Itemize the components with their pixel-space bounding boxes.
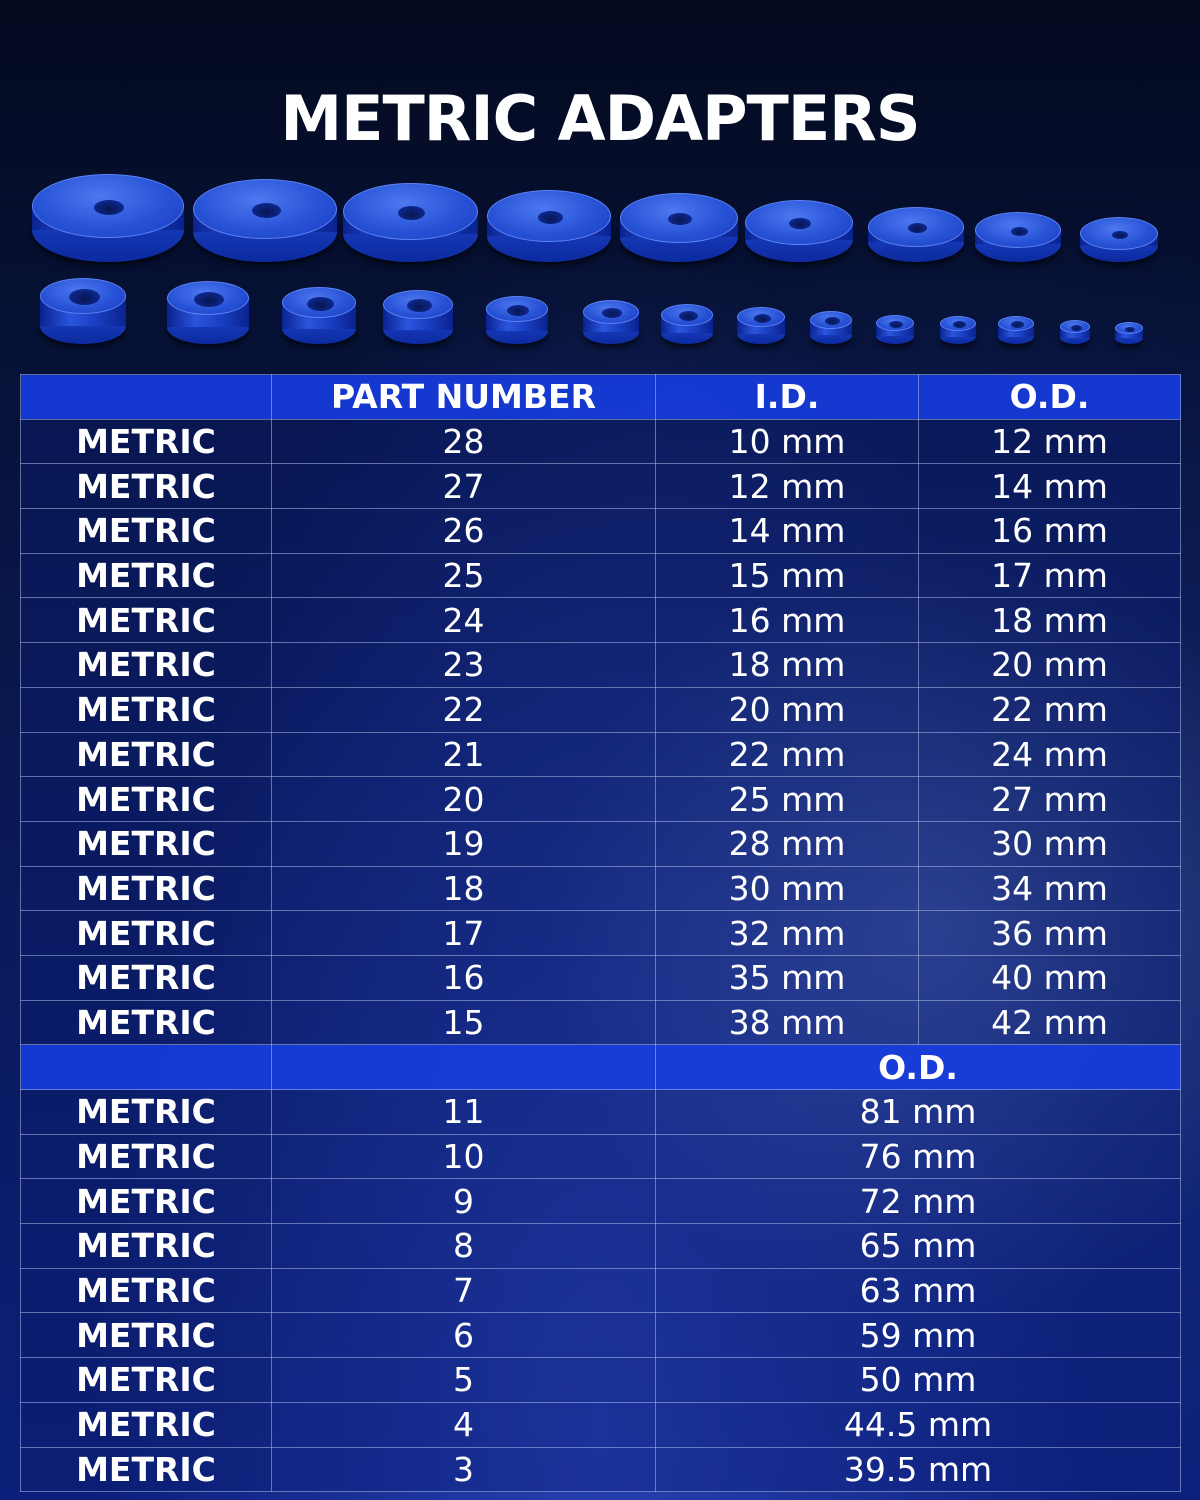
cell-part-number: 23 <box>272 643 656 688</box>
cell-part-number: 4 <box>272 1402 656 1447</box>
cell-id: 22 mm <box>656 732 919 777</box>
cell-part-number: 19 <box>272 821 656 866</box>
cell-id: 28 mm <box>656 821 919 866</box>
cell-id: 20 mm <box>656 687 919 732</box>
cell-od: 24 mm <box>919 732 1181 777</box>
subheader-od: O.D. <box>656 1045 1181 1090</box>
cell-part-number: 27 <box>272 464 656 509</box>
cell-id: 18 mm <box>656 643 919 688</box>
table-row <box>21 955 1181 1000</box>
cell-od: 12 mm <box>919 419 1181 464</box>
cell-type: METRIC <box>21 643 272 688</box>
cell-od: 39.5 mm <box>656 1447 1181 1492</box>
cell-od: 36 mm <box>919 911 1181 956</box>
header-part-number: PART NUMBER <box>272 375 656 420</box>
cell-type: METRIC <box>21 419 272 464</box>
cell-od: 14 mm <box>919 464 1181 509</box>
adapter-puck <box>745 200 853 262</box>
adapter-puck <box>383 290 453 344</box>
cell-part-number: 15 <box>272 1000 656 1045</box>
cell-id: 10 mm <box>656 419 919 464</box>
cell-part-number: 7 <box>272 1268 656 1313</box>
cell-part-number: 11 <box>272 1090 656 1135</box>
adapter-puck <box>998 316 1034 344</box>
cell-od: 76 mm <box>656 1134 1181 1179</box>
table-row <box>21 598 1181 643</box>
cell-type: METRIC <box>21 1134 272 1179</box>
cell-id: 38 mm <box>656 1000 919 1045</box>
table-row <box>21 1402 1181 1447</box>
adapter-puck <box>737 307 785 344</box>
cell-part-number: 9 <box>272 1179 656 1224</box>
cell-id: 25 mm <box>656 777 919 822</box>
adapter-puck <box>282 287 356 344</box>
cell-id: 15 mm <box>656 553 919 598</box>
cell-type: METRIC <box>21 1268 272 1313</box>
adapter-puck <box>487 190 611 262</box>
table-row <box>21 419 1181 464</box>
cell-part-number: 3 <box>272 1447 656 1492</box>
cell-part-number: 22 <box>272 687 656 732</box>
cell-part-number: 17 <box>272 911 656 956</box>
cell-od: 20 mm <box>919 643 1181 688</box>
cell-od: 34 mm <box>919 866 1181 911</box>
cell-type: METRIC <box>21 1402 272 1447</box>
cell-type: METRIC <box>21 1000 272 1045</box>
table-row <box>21 1358 1181 1403</box>
adapter-puck <box>868 207 964 262</box>
cell-od: 50 mm <box>656 1358 1181 1403</box>
cell-od: 40 mm <box>919 955 1181 1000</box>
cell-part-number: 20 <box>272 777 656 822</box>
cell-type: METRIC <box>21 553 272 598</box>
cell-type: METRIC <box>21 911 272 956</box>
header-empty <box>21 375 272 420</box>
cell-id: 35 mm <box>656 955 919 1000</box>
cell-type: METRIC <box>21 866 272 911</box>
cell-od: 72 mm <box>656 1179 1181 1224</box>
table-row <box>21 821 1181 866</box>
adapter-size-table <box>20 374 1180 1489</box>
subheader-empty-2 <box>272 1045 656 1090</box>
cell-id: 12 mm <box>656 464 919 509</box>
table-row <box>21 1224 1181 1269</box>
table-row <box>21 732 1181 777</box>
page-title: METRIC ADAPTERS <box>280 82 920 155</box>
adapters-product-image <box>0 170 1200 370</box>
cell-type: METRIC <box>21 955 272 1000</box>
cell-od: 30 mm <box>919 821 1181 866</box>
cell-type: METRIC <box>21 821 272 866</box>
adapter-puck <box>810 311 852 344</box>
cell-od: 18 mm <box>919 598 1181 643</box>
cell-type: METRIC <box>21 777 272 822</box>
table-row <box>21 911 1181 956</box>
cell-part-number: 26 <box>272 509 656 554</box>
cell-od: 27 mm <box>919 777 1181 822</box>
table-row <box>21 1447 1181 1492</box>
table-row <box>21 553 1181 598</box>
cell-od: 63 mm <box>656 1268 1181 1313</box>
table-row <box>21 866 1181 911</box>
cell-od: 42 mm <box>919 1000 1181 1045</box>
cell-part-number: 25 <box>272 553 656 598</box>
cell-part-number: 21 <box>272 732 656 777</box>
cell-id: 30 mm <box>656 866 919 911</box>
table-row <box>21 687 1181 732</box>
adapter-puck <box>940 316 976 344</box>
cell-od: 59 mm <box>656 1313 1181 1358</box>
cell-od: 44.5 mm <box>656 1402 1181 1447</box>
header-id: I.D. <box>656 375 919 420</box>
adapter-puck <box>193 179 337 262</box>
cell-type: METRIC <box>21 598 272 643</box>
cell-type: METRIC <box>21 1090 272 1135</box>
cell-id: 16 mm <box>656 598 919 643</box>
cell-type: METRIC <box>21 464 272 509</box>
adapter-puck <box>583 300 639 344</box>
table-row <box>21 777 1181 822</box>
adapter-puck <box>1115 322 1143 344</box>
cell-od: 16 mm <box>919 509 1181 554</box>
table-row <box>21 464 1181 509</box>
cell-id: 32 mm <box>656 911 919 956</box>
table-row <box>21 509 1181 554</box>
cell-part-number: 28 <box>272 419 656 464</box>
table-row <box>21 1090 1181 1135</box>
cell-od: 81 mm <box>656 1090 1181 1135</box>
cell-type: METRIC <box>21 1179 272 1224</box>
table-subheader-row <box>21 1045 1181 1090</box>
cell-type: METRIC <box>21 1224 272 1269</box>
table-row <box>21 1000 1181 1045</box>
adapter-puck <box>661 304 713 344</box>
cell-type: METRIC <box>21 687 272 732</box>
table-row <box>21 1179 1181 1224</box>
adapter-puck <box>40 278 126 344</box>
adapter-puck <box>32 174 184 262</box>
adapter-puck <box>343 183 478 262</box>
adapter-puck <box>876 315 914 344</box>
cell-part-number: 10 <box>272 1134 656 1179</box>
cell-type: METRIC <box>21 1313 272 1358</box>
cell-part-number: 24 <box>272 598 656 643</box>
table-header-row <box>21 375 1181 420</box>
adapter-puck <box>1060 320 1090 344</box>
cell-id: 14 mm <box>656 509 919 554</box>
table-row <box>21 643 1181 688</box>
adapter-puck <box>975 212 1061 262</box>
cell-part-number: 18 <box>272 866 656 911</box>
cell-od: 17 mm <box>919 553 1181 598</box>
adapter-puck <box>620 193 738 262</box>
cell-part-number: 8 <box>272 1224 656 1269</box>
adapter-puck <box>167 281 249 344</box>
table-row <box>21 1268 1181 1313</box>
cell-type: METRIC <box>21 1358 272 1403</box>
subheader-empty <box>21 1045 272 1090</box>
cell-part-number: 16 <box>272 955 656 1000</box>
cell-type: METRIC <box>21 509 272 554</box>
cell-type: METRIC <box>21 1447 272 1492</box>
cell-part-number: 6 <box>272 1313 656 1358</box>
cell-part-number: 5 <box>272 1358 656 1403</box>
adapter-puck <box>486 296 548 344</box>
table-row <box>21 1134 1181 1179</box>
cell-od: 22 mm <box>919 687 1181 732</box>
cell-od: 65 mm <box>656 1224 1181 1269</box>
cell-type: METRIC <box>21 732 272 777</box>
table-row <box>21 1313 1181 1358</box>
adapter-puck <box>1080 217 1158 262</box>
header-od: O.D. <box>919 375 1181 420</box>
